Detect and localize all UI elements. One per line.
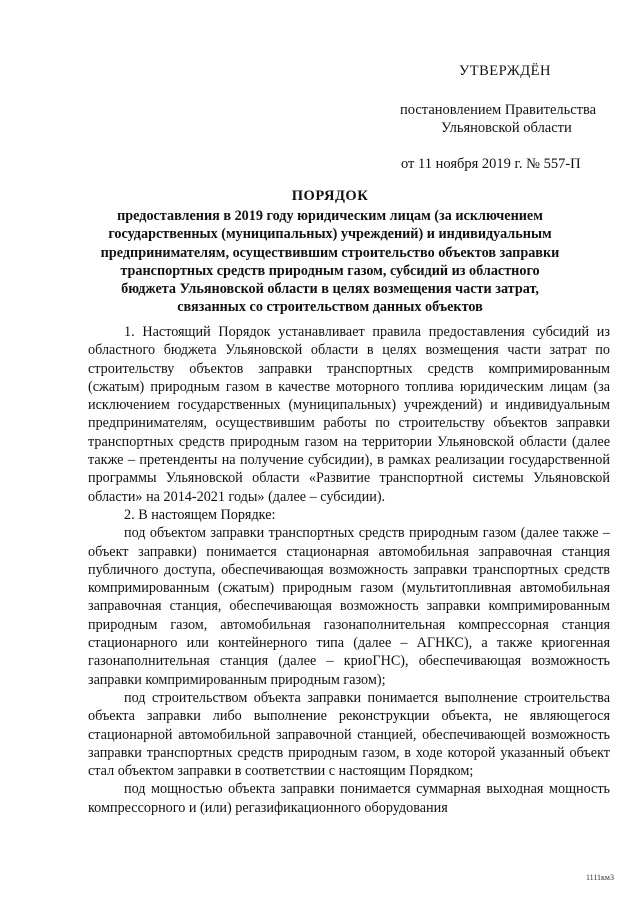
paragraph-5: под мощностью объекта заправки понимается суммарная выходная мощность компрессорного и (или) регазификационного оборудования (88, 781, 610, 816)
paragraph-3: под объектом заправки транспортных средств природным газом (далее также – объект заправки) понимается стационарная автомобильная заправочная станция публичного доступа, обеспечивающая возможность заправки транспортных средств компримированным (сжатым) природным газом (мультитопливная автомобильная заправочная станция, обеспечивающая возможность заправки компримированным природным газом, автомобильная газонаполнительная компрессорная станция стационарного или контейнерного типа (далее – АГНКС), а также криогенная газонаполнительная станция (далее – криоГНС), обеспечивающая возможность заправки компримированным природным газом); (88, 525, 610, 688)
paragraph-1: 1. Настоящий Порядок устанавливает правила предоставления субсидий из областного бюджета Ульяновской области в целях возмещения части затрат по строительству объектов заправки транспортных средств компримированным (сжатым) природным газом в качестве моторного топлива юридическим лицам (за исключением государственных (муниципальных) учреждений) и индивидуальным предпринимателям, осуществившим работы по строительству объектов заправки транспортных средств природным газом на территории Ульяновской области (далее также – претенденты на получение субсидии), в рамках реализации государственной программы Ульяновской области «Развитие транспортной системы Ульяновской области» на 2014-2021 годы» (далее – субсидии). (88, 324, 610, 505)
footer-code: 1111км3 (585, 873, 614, 882)
document-subtitle: предоставления в 2019 году юридическим лицам (за исключением государственных (муниципальных) учреждений) и индивидуальным предпринимателям, осуществившим строительство объектов заправки транспортных средств природным газом, субсидий из областного бюджета Ульяновской области в целях возмещения части затрат, связанных со строительством данных объектов (100, 208, 560, 316)
approval-date-number: от 11 ноября 2019 г. № 557-П (401, 156, 581, 172)
paragraph-4: под строительством объекта заправки понимается выполнение строительства объекта заправки либо выполнение реконструкции объекта, не являющегося стационарной автомобильной заправочной станцией, обеспечивающей возможность заправки транспортных средств природным газом, в ходе которой указанный объект стал объектом заправки в соответствии с настоящим Порядком; (88, 689, 610, 780)
approval-line-1: постановлением Правительства (400, 102, 597, 118)
approval-line-2: Ульяновской области (441, 120, 572, 136)
document-body (88, 323, 610, 817)
approval-title: УТВЕРЖДЁН (459, 63, 551, 79)
document-title: ПОРЯДОК (291, 188, 369, 204)
paragraph-2: 2. В настоящем Порядке: (124, 506, 276, 523)
